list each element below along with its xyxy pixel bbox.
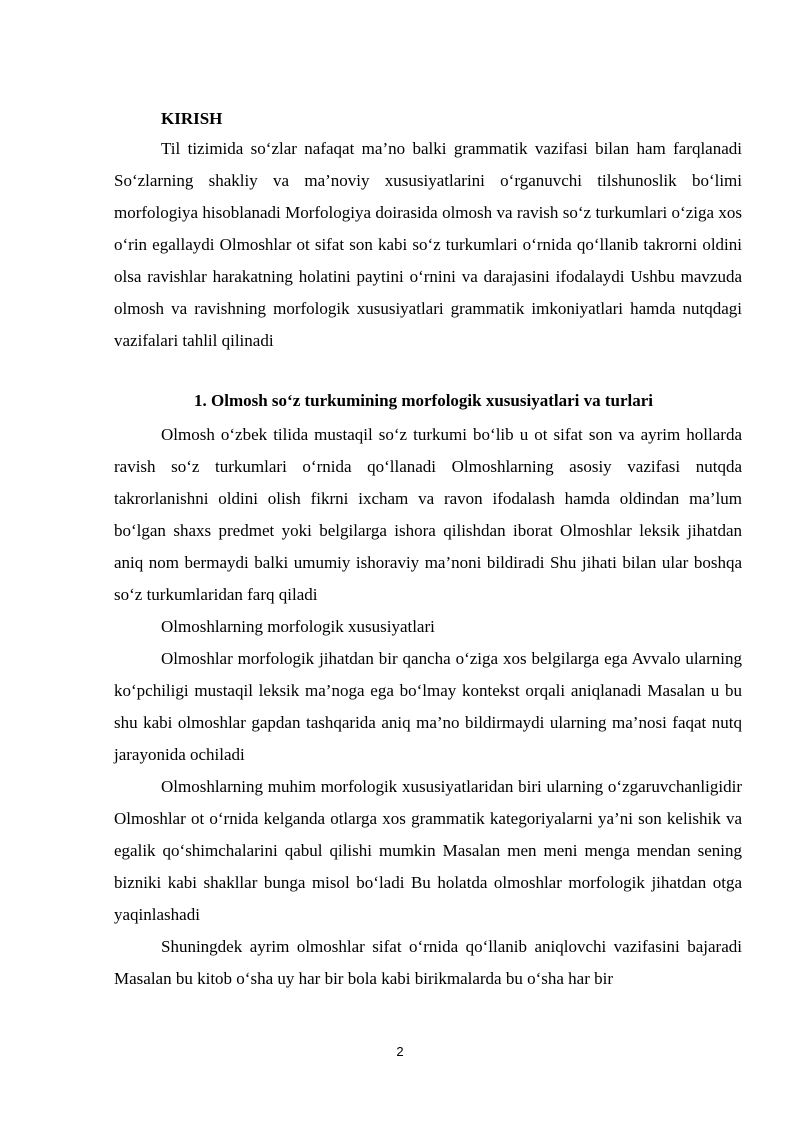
page-content	[114, 105, 742, 995]
page-number: 2	[396, 1044, 404, 1059]
body-paragraph: Olmoshlarning muhim morfologik xususiyatlaridan biri ularning o‘zgaruvchanligidir Olmoshlar ot o‘rnida kelganda otlarga xos grammatik kategoriyalarni ya’ni son kelishik va egalik qo‘shimchalarini qabul qilishi mumkin Masalan men meni menga mendan sening bizniki kabi shakllar bunga misol bo‘ladi Bu holatda olmoshlar morfologik jihatdan otga yaqinlashadi	[114, 777, 742, 924]
intro-heading: KIRISH	[161, 109, 223, 128]
body-paragraph: Olmosh o‘zbek tilida mustaqil so‘z turkumi bo‘lib u ot sifat son va ayrim hollarda ravish so‘z turkumlari o‘rnida qo‘llanadi Olmoshlarning asosiy vazifasi nutqda takrorlanishni oldini olish fikrni ixcham va ravon ifodalash hamda oldindan ma’lum bo‘lgan shaxs predmet yoki belgilarga ishora qilishdan iborat Olmoshlar leksik jihatdan aniq nom bermaydi balki umumiy ishoraviy ma’noni bildiradi Shu jihati bilan ular boshqa so‘z turkumlaridan farq qiladi	[114, 425, 742, 604]
section-1-heading: 1. Olmosh so‘z turkumining morfologik xususiyatlari va turlari	[194, 391, 654, 410]
body-paragraph: Shuningdek ayrim olmoshlar sifat o‘rnida qo‘llanib aniqlovchi vazifasini bajaradi Masalan bu kitob o‘sha uy har bir bola kabi birikmalarda bu o‘sha har bir	[114, 937, 742, 988]
subheading-paragraph: Olmoshlarning morfologik xususiyatlari	[161, 617, 435, 636]
intro-paragraph: Til tizimida so‘zlar nafaqat ma’no balki grammatik vazifasi bilan ham farqlanadi So‘zlarning shakliy va ma’noviy xususiyatlarini o‘rganuvchi tilshunoslik bo‘limi morfologiya hisoblanadi Morfologiya doirasida olmosh va ravish so‘z turkumlari o‘ziga xos o‘rin egallaydi Olmoshlar ot sifat son kabi so‘z turkumlari o‘rnida qo‘llanib takrorni oldini olsa ravishlar harakatning holatini paytini o‘rnini va darajasini ifodalaydi Ushbu mavzuda olmosh va ravishning morfologik xususiyatlari grammatik imkoniyatlari hamda nutqdagi vazifalari tahlil qilinadi	[114, 139, 742, 350]
body-paragraph: Olmoshlar morfologik jihatdan bir qancha o‘ziga xos belgilarga ega Avvalo ularning ko‘pchiligi mustaqil leksik ma’noga ega bo‘lmay kontekst orqali aniqlanadi Masalan u bu shu kabi olmoshlar gapdan tashqarida aniq ma’no bildirmaydi ularning ma’nosi faqat nutq jarayonida ochiladi	[114, 649, 742, 764]
